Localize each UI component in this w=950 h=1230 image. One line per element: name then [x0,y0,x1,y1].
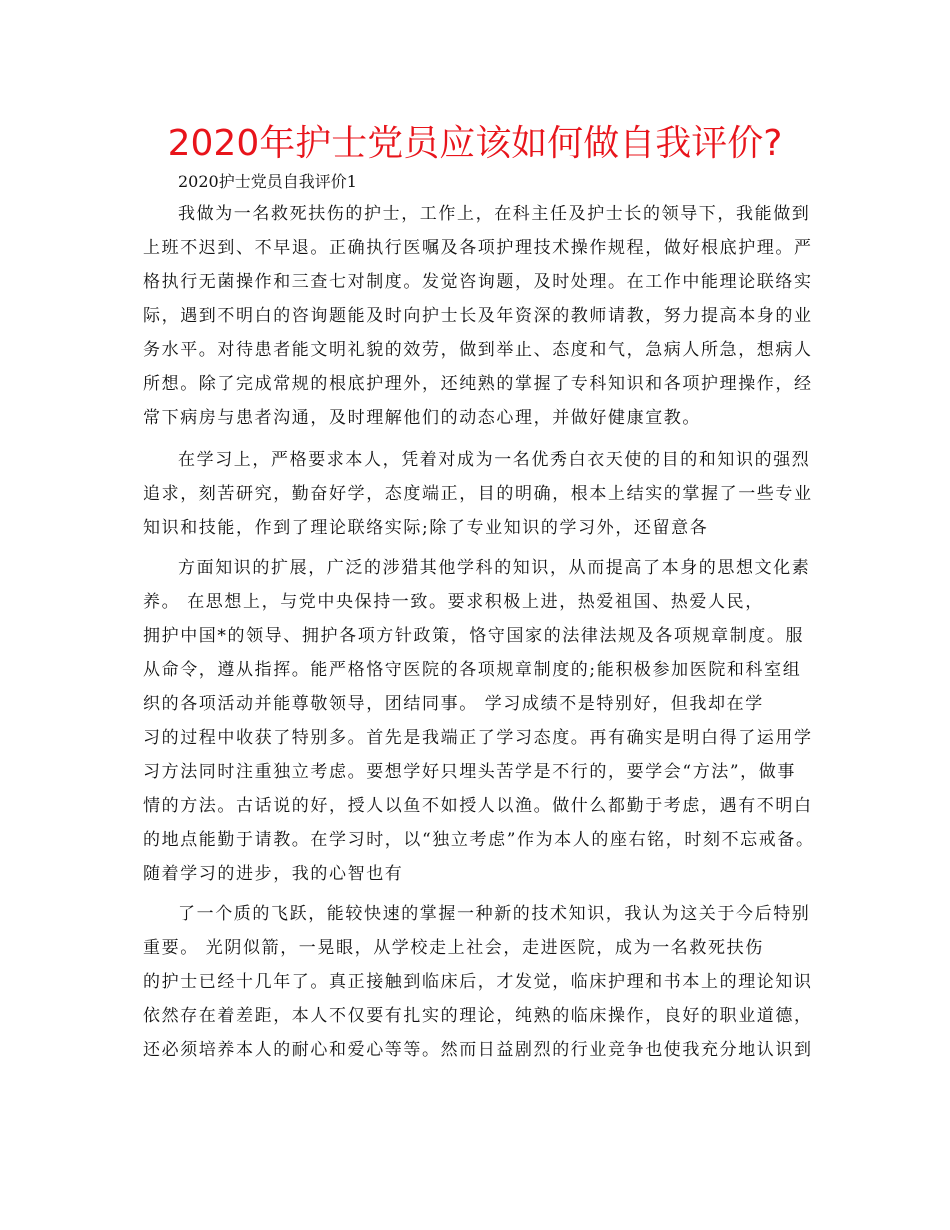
paragraph-line: 养。 在思想上，与党中央保持一致。要求积极上进，热爱祖国、热爱人民， [143,592,764,612]
page-title: 2020年护士党员应该如何做自我评价? [167,123,783,164]
paragraph-line: 重要。 光阴似箭，一晃眼，从学校走上社会，走进医院，成为一名救死扶伤 [143,938,764,958]
paragraph-line: 了一个质的飞跃，能较快速的掌握一种新的技术知识，我认为这关于今后特别 [178,904,811,924]
paragraph-line: 的护士已经十几年了。真正接触到临床后，才发觉，临床护理和书本上的理论知识 [143,972,813,992]
paragraph-line: 习方法同时注重独立考虑。要想学好只埋头苦学是不行的，要学会“方法”，做事 [143,762,796,782]
paragraph-line: 从命令，遵从指挥。能严格恪守医院的各项规章制度的;能积极参加医院和科室组 [143,660,802,680]
paragraph-line: 我做为一名救死扶伤的护士，工作上，在科主任及护士长的领导下，我能做到 [178,204,811,224]
paragraph-line: 常下病房与患者沟通，及时理解他们的动态心理，并做好健康宣教。 [143,408,701,428]
paragraph-line: 方面知识的扩展，广泛的涉猎其他学科的知识，从而提高了本身的思想文化素 [178,558,811,578]
paragraph-line: 情的方法。古话说的好，授人以鱼不如授人以渔。做什么都勤于考虑，遇有不明白 [143,796,813,816]
paragraph-line: 追求，刻苦研究，勤奋好学，态度端正，目的明确，根本上结实的掌握了一些专业 [143,484,813,504]
paragraph-line: 随着学习的进步，我的心智也有 [143,864,404,884]
document-subtitle: 2020护士党员自我评价1 [178,172,357,191]
paragraph-line: 依然存在着差距，本人不仅要有扎实的理论，纯熟的临床操作，良好的职业道德， [143,1006,813,1026]
paragraph-line: 在学习上，严格要求本人，凭着对成为一名优秀白衣天使的目的和知识的强烈 [178,450,811,470]
paragraph-line: 上班不迟到、不早退。正确执行医嘱及各项护理技术操作规程，做好根底护理。严 [143,238,813,258]
paragraph-line: 织的各项活动并能尊敬领导，团结同事。 学习成绩不是特别好，但我却在学 [143,694,764,714]
paragraph-line: 际，遇到不明白的咨询题能及时向护士长及年资深的教师请教，努力提高本身的业 [143,306,813,326]
paragraph-line: 知识和技能，作到了理论联络实际;除了专业知识的学习外，还留意各 [143,518,709,538]
paragraph-line: 务水平。对待患者能文明礼貌的效劳，做到举止、态度和气，急病人所急，想病人 [143,340,813,360]
paragraph-line: 所想。除了完成常规的根底护理外，还纯熟的掌握了专科知识和各项护理操作，经 [143,374,813,394]
paragraph-line: 的地点能勤于请教。在学习时，以“独立考虑”作为本人的座右铭，时刻不忘戒备。 [143,830,815,850]
paragraph-line: 习的过程中收获了特别多。首先是我端正了学习态度。再有确实是明白得了运用学 [143,728,813,748]
paragraph-line: 还必须培养本人的耐心和爱心等等。然而日益剧烈的行业竞争也使我充分地认识到 [143,1040,813,1060]
paragraph-line: 拥护中国*的领导、拥护各项方针政策，恪守国家的法律法规及各项规章制度。服 [143,626,805,646]
paragraph-line: 格执行无菌操作和三查七对制度。发觉咨询题，及时处理。在工作中能理论联络实 [143,272,813,292]
